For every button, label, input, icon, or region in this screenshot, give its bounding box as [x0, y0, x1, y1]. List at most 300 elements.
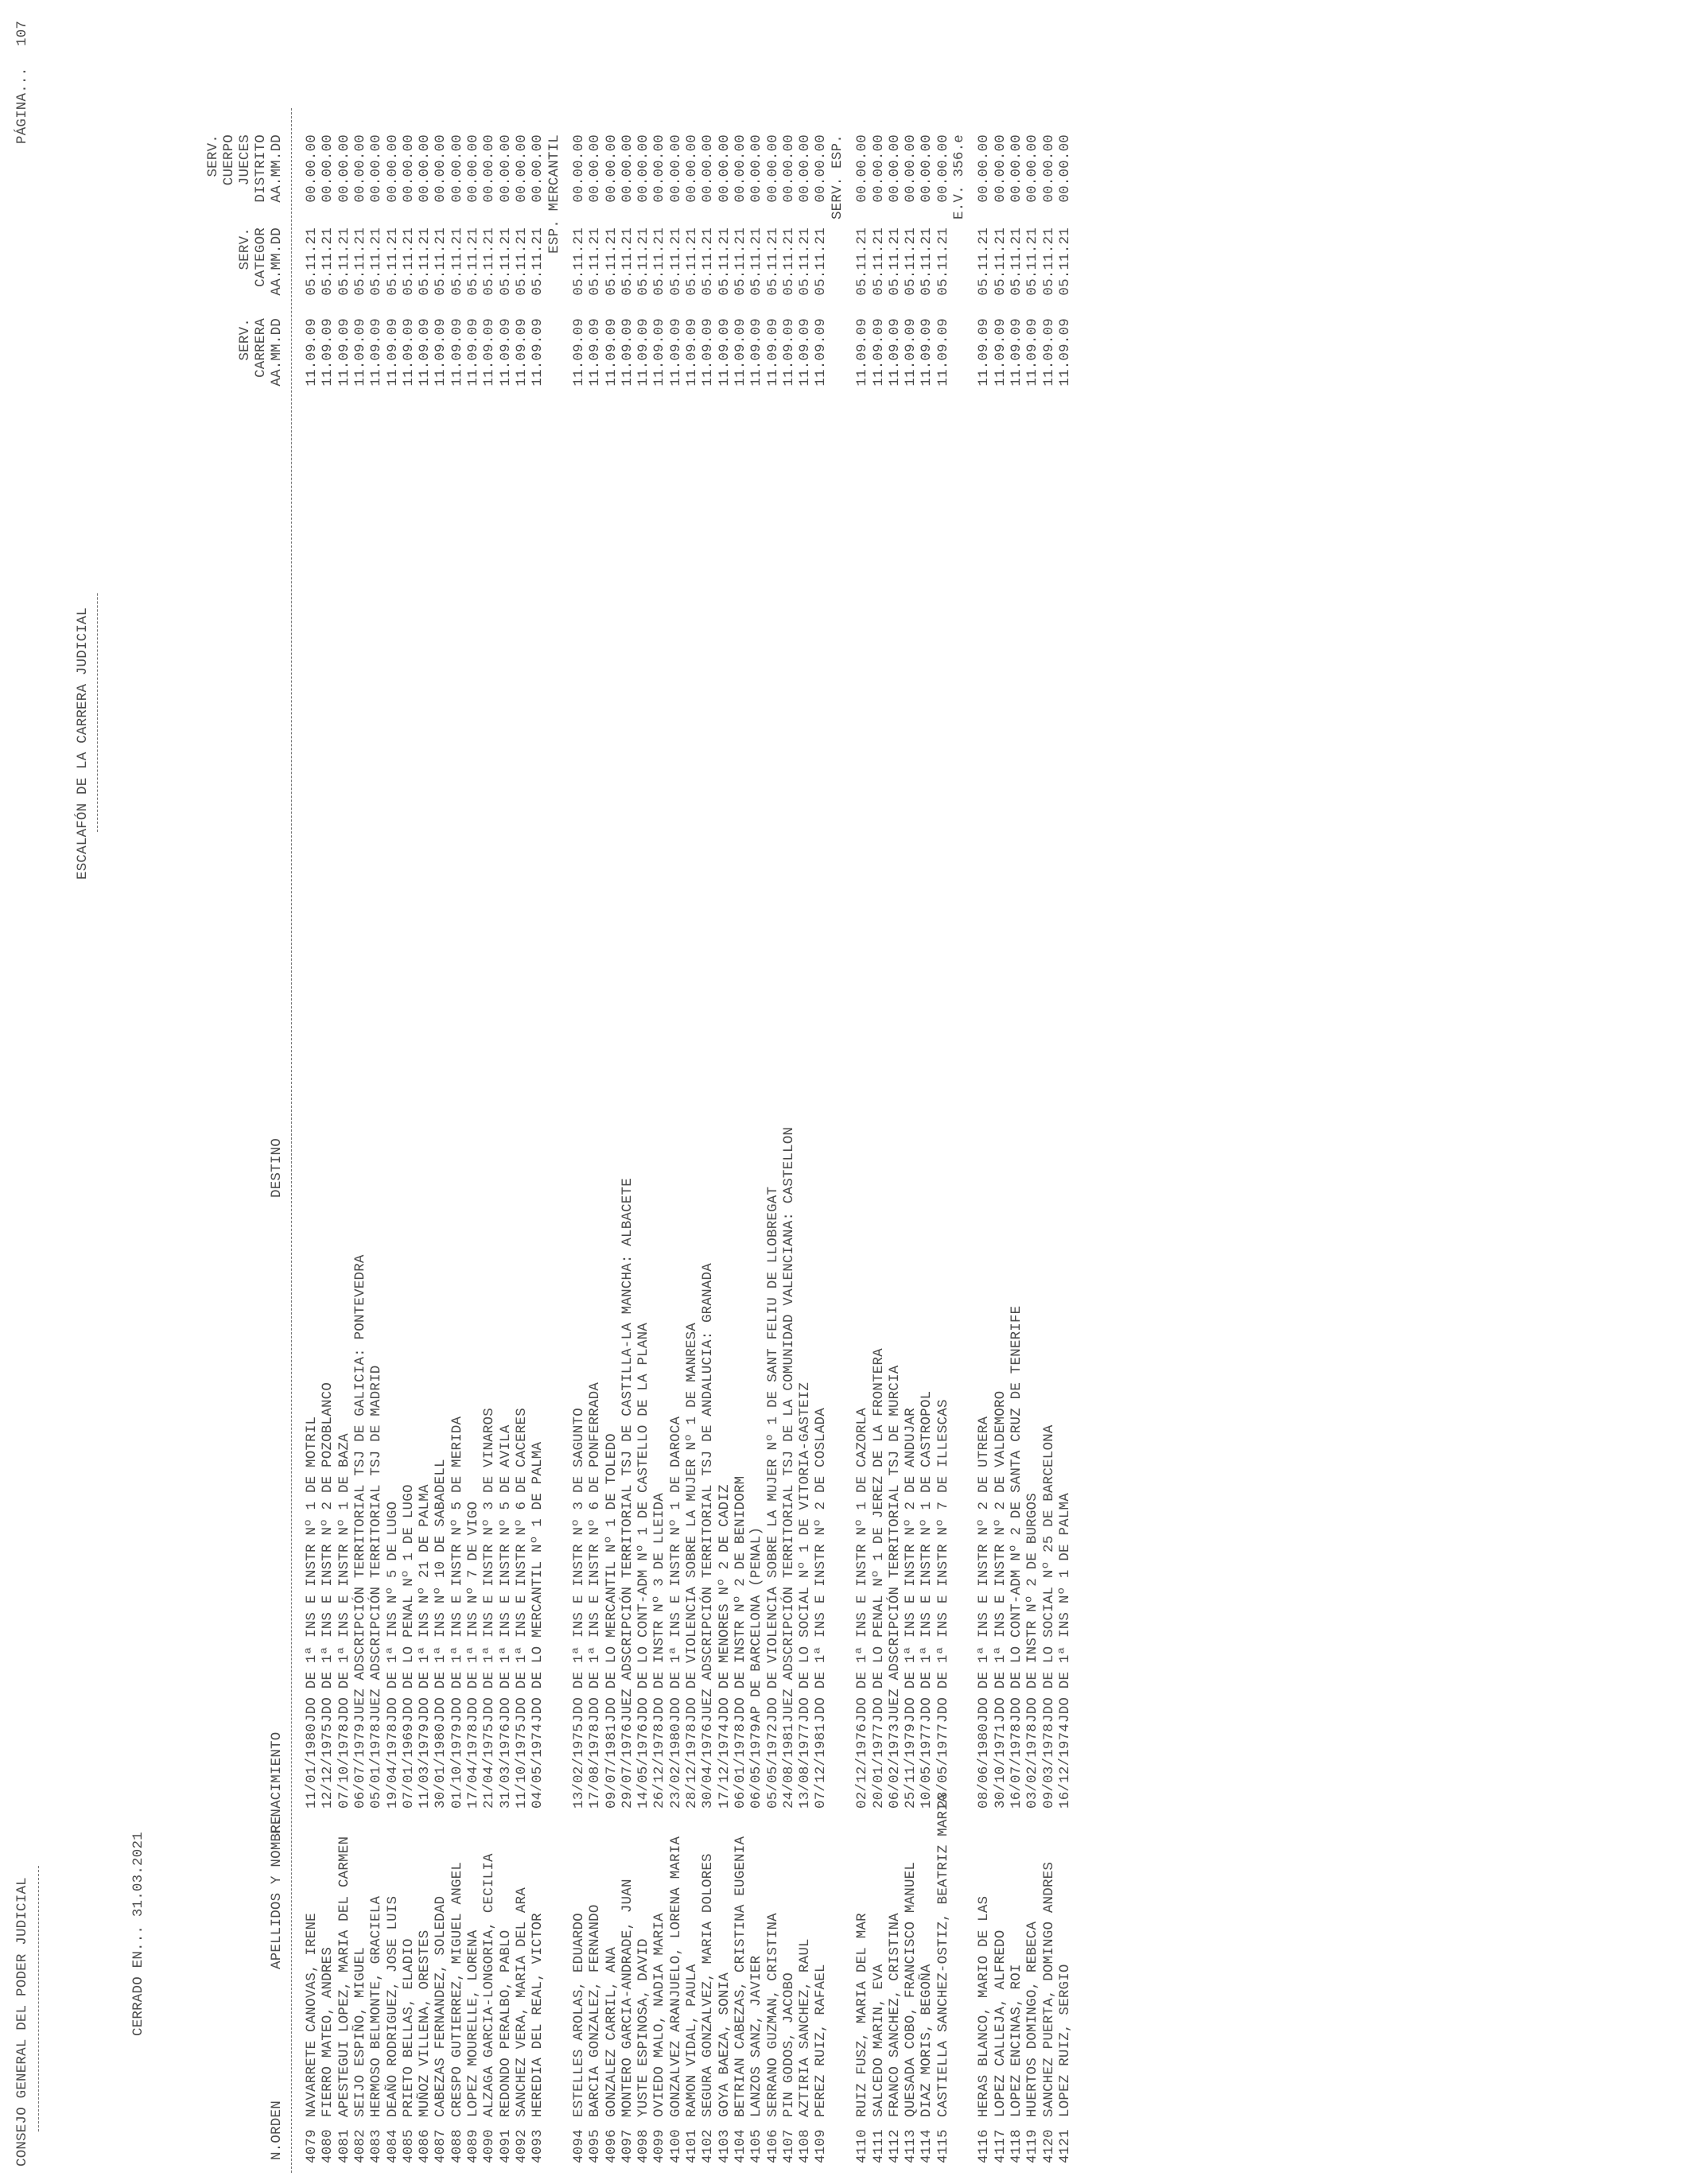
col-categoria-header-3: AA.MM.DD	[269, 227, 285, 296]
row-nombre: BETRIAN CABEZAS, CRISTINA EUGENIA	[732, 1836, 748, 2117]
row-orden: 4079	[304, 2129, 320, 2163]
row-orden: 4084	[384, 2129, 401, 2163]
row-serv-carrera: 11.09.09	[497, 318, 514, 387]
col-cuerpo-header-4: DISTRITO	[253, 134, 269, 203]
row-serv-cuerpo: 00.00.00	[716, 134, 733, 203]
row-serv-categoria: 05.11.21	[449, 227, 465, 296]
row-serv-cuerpo: 00.00.00	[976, 134, 993, 203]
row-serv-cuerpo: 00.00.00	[870, 134, 887, 203]
row-orden: 4086	[417, 2129, 433, 2163]
row-serv-categoria: 05.11.21	[304, 227, 320, 296]
row-serv-categoria: 05.11.21	[1009, 227, 1025, 296]
row-serv-categoria: 05.11.21	[481, 227, 498, 296]
row-nacimiento: 30/01/1980	[433, 1723, 449, 1809]
row-nacimiento: 23/05/1977	[935, 1723, 951, 1809]
row-serv-cuerpo: 00.00.00	[530, 134, 546, 203]
row-destino: JUEZ ADSCRIPCIÓN TERRITORIAL TSJ DE MADRID	[368, 1365, 385, 1723]
row-orden: 4089	[465, 2129, 481, 2163]
row-serv-carrera: 11.09.09	[919, 318, 935, 387]
row-orden: 4091	[497, 2129, 514, 2163]
row-serv-cuerpo: 00.00.00	[903, 134, 919, 203]
row-orden: 4093	[530, 2129, 546, 2163]
col-destino-header: DESTINO	[269, 1138, 285, 1198]
row-serv-cuerpo: 00.00.00	[1040, 134, 1057, 203]
row-nacimiento: 14/05/1976	[636, 1723, 652, 1809]
row-destino: JDO DE 1ª INS E INSTR Nº 3 DE SAGUNTO	[570, 1408, 587, 1723]
row-nombre: LANZOS SANZ, JAVIER	[748, 1955, 765, 2117]
row-serv-carrera: 11.09.09	[651, 318, 668, 387]
row-serv-categoria: 05.11.21	[433, 227, 449, 296]
row-nombre: ALZAGA GARCIA-LONGORIA, CECILIA	[481, 1853, 498, 2117]
row-serv-carrera: 11.09.09	[400, 318, 417, 387]
row-serv-categoria: 05.11.21	[570, 227, 587, 296]
row-serv-categoria: 05.11.21	[384, 227, 401, 296]
closed-date: CERRADO EN... 31.03.2021	[130, 1832, 146, 2036]
row-nombre: LOPEZ CALLEJA, ALFREDO	[992, 1929, 1009, 2117]
row-serv-cuerpo: 00.00.00	[919, 134, 935, 203]
row-serv-cuerpo: 00.00.00	[780, 134, 797, 203]
row-serv-carrera: 11.09.09	[1056, 318, 1073, 387]
row-nacimiento: 26/12/1978	[651, 1723, 668, 1809]
row-destino: JDO DE INSTR Nº 3 DE LLEIDA	[651, 1493, 668, 1723]
row-nombre: PEREZ RUIZ, RAFAEL	[813, 1964, 830, 2117]
row-orden: 4105	[748, 2129, 765, 2163]
row-nombre: HERAS BLANCO, MARIO DE LAS	[976, 1895, 993, 2117]
row-destino: JDO DE 1ª INS E INSTR Nº 2 DE ANDUJAR	[903, 1408, 919, 1723]
row-destino: JDO DE LO PENAL Nº 1 DE LUGO	[400, 1484, 417, 1723]
row-nombre: SEGURA GONZALVEZ, MARIA DOLORES	[700, 1853, 717, 2117]
row-serv-categoria: 05.11.21	[336, 227, 352, 296]
document-title: ESCALAFÓN DE LA CARRERA JUDICIAL	[75, 607, 91, 880]
row-nacimiento: 23/02/1980	[667, 1723, 684, 1809]
row-nacimiento: 01/10/1979	[449, 1723, 465, 1809]
row-destino: JDO DE 1ª INS E INSTR Nº 1 DE CASTROPOL	[919, 1390, 935, 1723]
row-serv-categoria: 05.11.21	[1040, 227, 1057, 296]
row-serv-carrera: 11.09.09	[619, 318, 636, 387]
row-orden: 4088	[449, 2129, 465, 2163]
row-serv-cuerpo: 00.00.00	[813, 134, 830, 203]
row-serv-categoria: 05.11.21	[320, 227, 336, 296]
row-orden: 4101	[684, 2129, 701, 2163]
row-destino: JDO DE 1ª INS E INSTR Nº 6 DE CACERES	[513, 1408, 530, 1723]
row-serv-carrera: 11.09.09	[780, 318, 797, 387]
row-nacimiento: 24/08/1981	[780, 1723, 797, 1809]
row-orden: 4109	[813, 2129, 830, 2163]
row-orden: 4108	[797, 2129, 814, 2163]
row-orden: 4080	[320, 2129, 336, 2163]
row-serv-cuerpo: 00.00.00	[449, 134, 465, 203]
row-nombre: GONZALEZ CARRIL, ANA	[603, 1946, 620, 2117]
row-serv-categoria: 05.11.21	[903, 227, 919, 296]
organization-underline	[38, 1866, 39, 2132]
row-destino: JDO DE 1ª INS E INSTR Nº 5 DE MERIDA	[449, 1416, 465, 1723]
row-orden: 4100	[667, 2129, 684, 2163]
col-categoria-header-1: SERV.	[237, 227, 253, 270]
row-nombre: QUESADA COBO, FRANCISCO MANUEL	[903, 1861, 919, 2117]
page-number: 107	[14, 20, 30, 46]
row-serv-categoria: 05.11.21	[919, 227, 935, 296]
row-serv-categoria: 05.11.21	[764, 227, 781, 296]
row-destino: JDO DE 1ª INS E INSTR Nº 2 DE VALDEMORO	[992, 1390, 1009, 1723]
row-destino: JDO DE 1ª INS E INSTR Nº 3 DE VINAROS	[481, 1408, 498, 1723]
row-orden: 4111	[870, 2129, 887, 2163]
row-nacimiento: 30/10/1971	[992, 1723, 1009, 1809]
row-serv-cuerpo: 00.00.00	[992, 134, 1009, 203]
row-destino: JDO DE 1ª INS E INSTR Nº 1 DE CAZORLA	[854, 1408, 871, 1723]
row-nacimiento: 10/05/1977	[919, 1723, 935, 1809]
row-orden: 4090	[481, 2129, 498, 2163]
row-serv-categoria: 05.11.21	[352, 227, 368, 296]
organization-header: CONSEJO GENERAL DEL PODER JUDICIAL	[14, 1877, 30, 2167]
row-serv-categoria: 05.11.21	[587, 227, 604, 296]
row-nacimiento: 06/02/1973	[886, 1723, 903, 1809]
row-serv-carrera: 11.09.09	[976, 318, 993, 387]
row-serv-carrera: 11.09.09	[854, 318, 871, 387]
row-serv-cuerpo: 00.00.00	[320, 134, 336, 203]
row-orden: 4094	[570, 2129, 587, 2163]
row-serv-cuerpo: 00.00.00	[352, 134, 368, 203]
row-destino: JDO DE LO MERCANTIL Nº 1 DE PALMA	[530, 1441, 546, 1723]
row-nacimiento: 06/01/1978	[732, 1723, 748, 1809]
row-serv-cuerpo: 00.00.00	[304, 134, 320, 203]
row-nombre: GOYA BAEZA, SONIA	[716, 1972, 733, 2117]
row-serv-categoria: 05.11.21	[716, 227, 733, 296]
row-serv-cuerpo: 00.00.00	[336, 134, 352, 203]
row-nombre: PRIETO BELLAS, ELADIO	[400, 1938, 417, 2117]
row-destino: JUEZ ADSCRIPCIÓN TERRITORIAL TSJ DE GALICIA: PONTEVEDRA	[352, 1254, 368, 1723]
row-nacimiento: 08/06/1980	[976, 1723, 993, 1809]
row-nacimiento: 06/07/1979	[352, 1723, 368, 1809]
row-serv-categoria: 05.11.21	[667, 227, 684, 296]
header-rule	[291, 108, 292, 2173]
row-serv-cuerpo: 00.00.00	[854, 134, 871, 203]
row-serv-cuerpo: 00.00.00	[368, 134, 385, 203]
row-destino: JDO DE 1ª INS E INSTR Nº 2 DE POZOBLANCO	[320, 1382, 336, 1723]
row-serv-categoria: 05.11.21	[854, 227, 871, 296]
row-destino: JUEZ ADSCRIPCIÓN TERRITORIAL TSJ DE CASTILLA-LA MANCHA: ALBACETE	[619, 1178, 636, 1723]
row-serv-categoria: 05.11.21	[417, 227, 433, 296]
row-nombre: CASTIELLA SANCHEZ-OSTIZ, BEATRIZ MARIA	[935, 1793, 951, 2117]
row-serv-categoria: 05.11.21	[813, 227, 830, 296]
row-nombre: DEAÑO RODRIGUEZ, JOSE LUIS	[384, 1895, 401, 2117]
group-label: E.V. 356.e	[951, 134, 968, 220]
row-serv-carrera: 11.09.09	[764, 318, 781, 387]
row-serv-carrera: 11.09.09	[513, 318, 530, 387]
row-destino: JDO DE VIOLENCIA SOBRE LA MUJER Nº 1 DE SANT FELIU DE LLOBREGAT	[764, 1186, 781, 1723]
col-cuerpo-header-2: CUERPO	[221, 134, 237, 186]
row-orden: 4098	[636, 2129, 652, 2163]
row-serv-categoria: 05.11.21	[497, 227, 514, 296]
row-nacimiento: 21/04/1975	[481, 1723, 498, 1809]
row-destino: JDO DE 1ª INS Nº 7 DE VIGO	[465, 1501, 481, 1723]
row-serv-carrera: 11.09.09	[870, 318, 887, 387]
row-nacimiento: 30/04/1976	[700, 1723, 717, 1809]
row-serv-categoria: 05.11.21	[368, 227, 385, 296]
row-nombre: LOPEZ ENCINAS, ROI	[1009, 1964, 1025, 2117]
row-destino: JUEZ ADSCRIPCIÓN TERRITORIAL TSJ DE LA COMUNIDAD VALENCIANA: CASTELLON	[780, 1126, 797, 1723]
row-destino: JDO DE INSTR Nº 2 DE BENIDORM	[732, 1475, 748, 1723]
row-destino: JDO DE 1ª INS Nº 21 DE PALMA	[417, 1484, 433, 1723]
row-serv-carrera: 11.09.09	[935, 318, 951, 387]
row-nacimiento: 03/02/1978	[1024, 1723, 1041, 1809]
row-destino: JDO DE 1ª INS E INSTR Nº 2 DE UTRERA	[976, 1416, 993, 1723]
row-orden: 4115	[935, 2129, 951, 2163]
row-destino: JUEZ ADSCRIPCIÓN TERRITORIAL TSJ DE MURCIA	[886, 1365, 903, 1723]
col-nombre-header: APELLIDOS Y NOMBRE	[269, 1816, 285, 1969]
row-destino: AP DE BARCELONA (PENAL)	[748, 1526, 765, 1723]
row-serv-carrera: 11.09.09	[716, 318, 733, 387]
row-nombre: OVIEDO MALO, NADIA MARIA	[651, 1913, 668, 2117]
row-nacimiento: 17/12/1974	[716, 1723, 733, 1809]
row-nacimiento: 19/04/1978	[384, 1723, 401, 1809]
row-serv-categoria: 05.11.21	[400, 227, 417, 296]
col-orden-header: N.ORDEN	[269, 2100, 285, 2160]
row-destino: JDO DE 1ª INS E INSTR Nº 1 DE BAZA	[336, 1433, 352, 1723]
row-destino: JDO DE 1ª INS E INSTR Nº 5 DE AVILA	[497, 1424, 514, 1723]
row-nombre: FRANCO SANCHEZ, CRISTINA	[886, 1913, 903, 2117]
row-nombre: SANCHEZ VERA, MARIA DEL ARA	[513, 1887, 530, 2117]
group-label: ESP. MERCANTIL	[546, 134, 562, 254]
row-nacimiento: 07/12/1981	[813, 1723, 830, 1809]
row-nacimiento: 06/05/1979	[748, 1723, 765, 1809]
row-nombre: DIAZ MORIS, BEGOÑA	[919, 1964, 935, 2117]
col-cuerpo-header-5: AA.MM.DD	[269, 134, 285, 203]
row-serv-categoria: 05.11.21	[636, 227, 652, 296]
row-nacimiento: 13/02/1975	[570, 1723, 587, 1809]
row-serv-cuerpo: 00.00.00	[732, 134, 748, 203]
row-destino: JDO DE INSTR Nº 2 DE BURGOS	[1024, 1493, 1041, 1723]
row-nacimiento: 05/01/1978	[368, 1723, 385, 1809]
row-nacimiento: 31/03/1976	[497, 1723, 514, 1809]
row-nacimiento: 09/07/1981	[603, 1723, 620, 1809]
row-serv-categoria: 05.11.21	[465, 227, 481, 296]
row-serv-carrera: 11.09.09	[797, 318, 814, 387]
row-serv-cuerpo: 00.00.00	[764, 134, 781, 203]
row-orden: 4102	[700, 2129, 717, 2163]
row-serv-carrera: 11.09.09	[903, 318, 919, 387]
row-serv-carrera: 11.09.09	[748, 318, 765, 387]
group-label: SERV. ESP.	[829, 134, 846, 220]
row-orden: 4121	[1056, 2129, 1073, 2163]
row-serv-cuerpo: 00.00.00	[481, 134, 498, 203]
row-serv-cuerpo: 00.00.00	[700, 134, 717, 203]
row-orden: 4106	[764, 2129, 781, 2163]
row-orden: 4119	[1024, 2129, 1041, 2163]
row-orden: 4117	[992, 2129, 1009, 2163]
row-nombre: FIERRO MATEO, ANDRES	[320, 1946, 336, 2117]
row-nacimiento: 16/07/1978	[1009, 1723, 1025, 1809]
row-nacimiento: 29/07/1976	[619, 1723, 636, 1809]
row-serv-categoria: 05.11.21	[513, 227, 530, 296]
row-nacimiento: 11/10/1975	[513, 1723, 530, 1809]
row-orden: 4092	[513, 2129, 530, 2163]
row-orden: 4104	[732, 2129, 748, 2163]
row-nacimiento: 28/12/1978	[684, 1723, 701, 1809]
row-nacimiento: 13/08/1977	[797, 1723, 814, 1809]
row-nombre: ESTELLES AROLAS, EDUARDO	[570, 1913, 587, 2117]
row-serv-cuerpo: 00.00.00	[1024, 134, 1041, 203]
row-destino: JDO DE 1ª INS Nº 1 DE PALMA	[1056, 1493, 1073, 1723]
row-destino: JDO DE LO CONT-ADM Nº 1 DE CASTELLO DE LA PLANA	[636, 1323, 652, 1723]
row-serv-carrera: 11.09.09	[320, 318, 336, 387]
row-nacimiento: 09/03/1978	[1040, 1723, 1057, 1809]
row-serv-cuerpo: 00.00.00	[1009, 134, 1025, 203]
row-nacimiento: 07/10/1978	[336, 1723, 352, 1809]
row-nombre: RUIZ FUSZ, MARIA DEL MAR	[854, 1913, 871, 2117]
row-serv-cuerpo: 00.00.00	[433, 134, 449, 203]
row-serv-carrera: 11.09.09	[587, 318, 604, 387]
row-serv-categoria: 05.11.21	[619, 227, 636, 296]
row-nacimiento: 17/08/1978	[587, 1723, 604, 1809]
row-nombre: MUÑOZ VILLENA, ORESTES	[417, 1929, 433, 2117]
row-nombre: APESTEGUI LOPEZ, MARIA DEL CARMEN	[336, 1836, 352, 2117]
row-destino: JUEZ ADSCRIPCIÓN TERRITORIAL TSJ DE ANDALUCIA: GRANADA	[700, 1263, 717, 1723]
row-nacimiento: 16/12/1974	[1056, 1723, 1073, 1809]
row-serv-carrera: 11.09.09	[433, 318, 449, 387]
row-serv-carrera: 11.09.09	[570, 318, 587, 387]
row-nacimiento: 25/11/1979	[903, 1723, 919, 1809]
row-destino: JDO DE VIOLENCIA SOBRE LA MUJER Nº 1 DE MANRESA	[684, 1323, 701, 1723]
row-destino: JDO DE LO MERCANTIL Nº 1 DE TOLEDO	[603, 1433, 620, 1723]
row-nombre: AZTIRIA SANCHEZ, RAUL	[797, 1938, 814, 2117]
row-serv-cuerpo: 00.00.00	[513, 134, 530, 203]
row-serv-carrera: 11.09.09	[1009, 318, 1025, 387]
row-destino: JDO DE LO PENAL Nº 1 DE JEREZ DE LA FRONTERA	[870, 1348, 887, 1723]
row-destino: JDO DE 1ª INS Nº 5 DE LUGO	[384, 1501, 401, 1723]
row-serv-carrera: 11.09.09	[1040, 318, 1057, 387]
row-serv-carrera: 11.09.09	[352, 318, 368, 387]
row-serv-carrera: 11.09.09	[700, 318, 717, 387]
row-orden: 4110	[854, 2129, 871, 2163]
page-label: PÁGINA...	[14, 67, 30, 144]
row-serv-cuerpo: 00.00.00	[619, 134, 636, 203]
row-serv-categoria: 05.11.21	[780, 227, 797, 296]
row-serv-categoria: 05.11.21	[886, 227, 903, 296]
col-cuerpo-header-1: SERV.	[205, 134, 221, 177]
row-nombre: BARCIA GONZALEZ, FERNANDO	[587, 1904, 604, 2117]
row-nombre: RAMON VIDAL, PAULA	[684, 1964, 701, 2117]
row-orden: 4107	[780, 2129, 797, 2163]
row-serv-carrera: 11.09.09	[992, 318, 1009, 387]
row-serv-carrera: 11.09.09	[684, 318, 701, 387]
row-nombre: HERMOSO BELMONTE, GRACIELA	[368, 1895, 385, 2117]
row-serv-categoria: 05.11.21	[935, 227, 951, 296]
row-destino: JDO DE 1ª INS E INSTR Nº 1 DE DAROCA	[667, 1416, 684, 1723]
row-serv-cuerpo: 00.00.00	[570, 134, 587, 203]
row-serv-categoria: 05.11.21	[603, 227, 620, 296]
row-nacimiento: 11/03/1979	[417, 1723, 433, 1809]
row-serv-carrera: 11.09.09	[449, 318, 465, 387]
row-destino: JDO DE 1ª INS Nº 10 DE SABADELL	[433, 1459, 449, 1723]
row-orden: 4082	[352, 2129, 368, 2163]
row-serv-carrera: 11.09.09	[636, 318, 652, 387]
row-serv-cuerpo: 00.00.00	[384, 134, 401, 203]
row-orden: 4083	[368, 2129, 385, 2163]
row-serv-categoria: 05.11.21	[797, 227, 814, 296]
row-serv-cuerpo: 00.00.00	[417, 134, 433, 203]
row-orden: 4112	[886, 2129, 903, 2163]
row-serv-cuerpo: 00.00.00	[636, 134, 652, 203]
row-serv-cuerpo: 00.00.00	[400, 134, 417, 203]
title-underline	[97, 593, 98, 832]
row-nombre: PIN GODOS, JACOBO	[780, 1972, 797, 2117]
col-categoria-header-2: CATEGOR	[253, 227, 269, 287]
col-carrera-header-2: CARRERA	[253, 318, 269, 378]
row-orden: 4103	[716, 2129, 733, 2163]
row-serv-categoria: 05.11.21	[530, 227, 546, 296]
row-nombre: MONTERO GARCIA-ANDRADE, JUAN	[619, 1879, 636, 2117]
row-nacimiento: 07/01/1969	[400, 1723, 417, 1809]
row-nombre: SEIJO ESPIÑO, MIGUEL	[352, 1946, 368, 2117]
row-nombre: SALCEDO MARIN, EVA	[870, 1964, 887, 2117]
row-serv-categoria: 05.11.21	[992, 227, 1009, 296]
row-nacimiento: 11/01/1980	[304, 1723, 320, 1809]
row-orden: 4087	[433, 2129, 449, 2163]
row-serv-categoria: 05.11.21	[684, 227, 701, 296]
row-serv-carrera: 11.09.09	[667, 318, 684, 387]
row-serv-cuerpo: 00.00.00	[748, 134, 765, 203]
row-nombre: HEREDIA DEL REAL, VICTOR	[530, 1913, 546, 2117]
row-orden: 4120	[1040, 2129, 1057, 2163]
row-orden: 4114	[919, 2129, 935, 2163]
row-serv-cuerpo: 00.00.00	[667, 134, 684, 203]
row-serv-cuerpo: 00.00.00	[797, 134, 814, 203]
row-serv-carrera: 11.09.09	[465, 318, 481, 387]
col-carrera-header-3: AA.MM.DD	[269, 318, 285, 387]
row-serv-cuerpo: 00.00.00	[603, 134, 620, 203]
row-nacimiento: 17/04/1978	[465, 1723, 481, 1809]
row-serv-carrera: 11.09.09	[368, 318, 385, 387]
row-serv-categoria: 05.11.21	[748, 227, 765, 296]
row-orden: 4099	[651, 2129, 668, 2163]
row-orden: 4096	[603, 2129, 620, 2163]
row-nacimiento: 05/05/1972	[764, 1723, 781, 1809]
row-nombre: SANCHEZ PUERTA, DOMINGO ANDRES	[1040, 1861, 1057, 2117]
row-nombre: NAVARRETE CANOVAS, IRENE	[304, 1913, 320, 2117]
row-serv-carrera: 11.09.09	[886, 318, 903, 387]
row-orden: 4085	[400, 2129, 417, 2163]
row-nacimiento: 20/01/1977	[870, 1723, 887, 1809]
row-nombre: HUERTOS DOMINGO, REBECA	[1024, 1921, 1041, 2117]
row-destino: JDO DE LO CONT-ADM Nº 2 DE SANTA CRUZ DE TENERIFE	[1009, 1305, 1025, 1723]
row-serv-cuerpo: 00.00.00	[684, 134, 701, 203]
row-destino: JDO DE 1ª INS E INSTR Nº 2 DE COSLADA	[813, 1408, 830, 1723]
row-nombre: SERRANO GUZMAN, CRISTINA	[764, 1913, 781, 2117]
row-destino: JDO DE 1ª INS E INSTR Nº 6 DE PONFERRADA	[587, 1382, 604, 1723]
row-orden: 4116	[976, 2129, 993, 2163]
row-nacimiento: 02/12/1976	[854, 1723, 871, 1809]
row-serv-categoria: 05.11.21	[870, 227, 887, 296]
row-nacimiento: 12/12/1975	[320, 1723, 336, 1809]
row-destino: JDO DE MENORES Nº 2 DE CADIZ	[716, 1484, 733, 1723]
row-orden: 4081	[336, 2129, 352, 2163]
row-serv-carrera: 11.09.09	[417, 318, 433, 387]
row-serv-carrera: 11.09.09	[336, 318, 352, 387]
row-nombre: LOPEZ MOURELLE, LORENA	[465, 1929, 481, 2117]
row-serv-carrera: 11.09.09	[1024, 318, 1041, 387]
row-serv-carrera: 11.09.09	[530, 318, 546, 387]
row-serv-carrera: 11.09.09	[304, 318, 320, 387]
row-nombre: CABEZAS FERNANDEZ, SOLEDAD	[433, 1895, 449, 2117]
row-serv-carrera: 11.09.09	[603, 318, 620, 387]
row-nombre: LOPEZ RUIZ, SERGIO	[1056, 1964, 1073, 2117]
row-nombre: GONZALVEZ ARANJUELO, LORENA MARIA	[667, 1836, 684, 2117]
row-nacimiento: 04/05/1974	[530, 1723, 546, 1809]
row-orden: 4095	[587, 2129, 604, 2163]
row-destino: JDO DE LO SOCIAL Nº 1 DE VITORIA-GASTEIZ	[797, 1382, 814, 1723]
row-serv-carrera: 11.09.09	[384, 318, 401, 387]
row-serv-categoria: 05.11.21	[976, 227, 993, 296]
